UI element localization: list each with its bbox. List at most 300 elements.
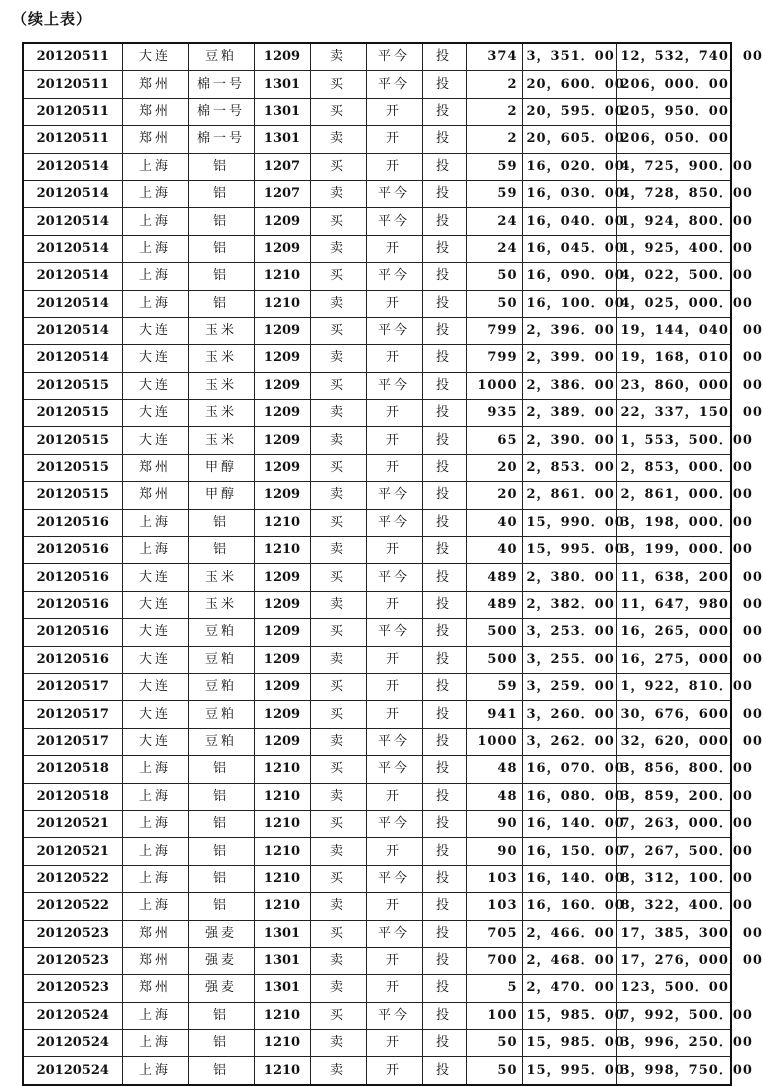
exchange-cell: 上海: [122, 263, 188, 290]
trade-date-cell: 20120523: [23, 920, 122, 947]
exchange-cell: 郑州: [122, 482, 188, 509]
commodity-cell: 棉一号: [188, 126, 254, 153]
table-row: [23, 564, 731, 591]
price-cell: 2，386．00: [522, 372, 616, 399]
trade-date-cell: 20120515: [23, 427, 122, 454]
amount-cell: 1，922，810．00: [616, 673, 731, 700]
exchange-cell: 大连: [122, 43, 188, 71]
trade-date-cell: 20120518: [23, 783, 122, 810]
quantity-cell: 90: [466, 838, 522, 865]
commodity-cell: 铝: [188, 509, 254, 536]
trade-date-cell: 20120511: [23, 98, 122, 125]
table-row: [23, 1002, 731, 1029]
exchange-cell: 上海: [122, 1002, 188, 1029]
buy-sell-cell: 卖: [310, 345, 366, 372]
quantity-cell: 65: [466, 427, 522, 454]
buy-sell-cell: 卖: [310, 43, 366, 71]
quantity-cell: 2: [466, 126, 522, 153]
table-row: [23, 71, 731, 98]
quantity-cell: 24: [466, 208, 522, 235]
commodity-cell: 铝: [188, 810, 254, 837]
trade-date-cell: 20120514: [23, 235, 122, 262]
table-row: [23, 509, 731, 536]
trade-date-cell: 20120516: [23, 591, 122, 618]
contract-month-cell: 1301: [254, 947, 310, 974]
contract-month-cell: 1209: [254, 372, 310, 399]
quantity-cell: 40: [466, 509, 522, 536]
open-close-cell: 平今: [366, 756, 422, 783]
open-close-cell: 平今: [366, 43, 422, 71]
speculation-hedge-cell: 投: [422, 728, 466, 755]
price-cell: 2，389．00: [522, 400, 616, 427]
commodity-cell: 铝: [188, 1030, 254, 1057]
speculation-hedge-cell: 投: [422, 810, 466, 837]
open-close-cell: 开: [366, 783, 422, 810]
quantity-cell: 20: [466, 482, 522, 509]
trade-date-cell: 20120511: [23, 71, 122, 98]
contract-month-cell: 1210: [254, 537, 310, 564]
buy-sell-cell: 买: [310, 701, 366, 728]
commodity-cell: 豆粕: [188, 646, 254, 673]
trade-table-body: [23, 43, 763, 1085]
trade-date-cell: 20120521: [23, 838, 122, 865]
contract-month-cell: 1209: [254, 43, 310, 71]
amount-cell: 19，168，010．00: [616, 345, 731, 372]
buy-sell-cell: 卖: [310, 537, 366, 564]
commodity-cell: 玉米: [188, 564, 254, 591]
commodity-cell: 铝: [188, 290, 254, 317]
speculation-hedge-cell: 投: [422, 947, 466, 974]
price-cell: 2，399．00: [522, 345, 616, 372]
commodity-cell: 甲醇: [188, 454, 254, 481]
open-close-cell: 开: [366, 947, 422, 974]
trade-date-cell: 20120524: [23, 1057, 122, 1085]
amount-cell: 16，275，000．00: [616, 646, 731, 673]
buy-sell-cell: 卖: [310, 893, 366, 920]
amount-cell: 11，638，200．00: [616, 564, 731, 591]
exchange-cell: 上海: [122, 290, 188, 317]
commodity-cell: 铝: [188, 263, 254, 290]
amount-cell: 2，861，000．00: [616, 482, 731, 509]
price-cell: 2，380．00: [522, 564, 616, 591]
open-close-cell: 平今: [366, 263, 422, 290]
price-cell: 20，605．00: [522, 126, 616, 153]
quantity-cell: 24: [466, 235, 522, 262]
commodity-cell: 玉米: [188, 372, 254, 399]
table-row: [23, 126, 731, 153]
trade-date-cell: 20120514: [23, 290, 122, 317]
table-row: [23, 537, 731, 564]
trade-date-cell: 20120517: [23, 728, 122, 755]
open-close-cell: 平今: [366, 564, 422, 591]
speculation-hedge-cell: 投: [422, 482, 466, 509]
quantity-cell: 50: [466, 263, 522, 290]
contract-month-cell: 1209: [254, 317, 310, 344]
table-row: [23, 756, 731, 783]
amount-cell: 4，022，500．00: [616, 263, 731, 290]
open-close-cell: 开: [366, 646, 422, 673]
speculation-hedge-cell: 投: [422, 619, 466, 646]
buy-sell-cell: 买: [310, 317, 366, 344]
price-cell: 2，853．00: [522, 454, 616, 481]
buy-sell-cell: 卖: [310, 126, 366, 153]
commodity-cell: 铝: [188, 1002, 254, 1029]
amount-cell: 3，198，000．00: [616, 509, 731, 536]
contract-month-cell: 1210: [254, 1030, 310, 1057]
contract-month-cell: 1209: [254, 454, 310, 481]
contract-month-cell: 1210: [254, 865, 310, 892]
contract-month-cell: 1301: [254, 920, 310, 947]
commodity-cell: 铝: [188, 865, 254, 892]
buy-sell-cell: 卖: [310, 591, 366, 618]
price-cell: 16，045．00: [522, 235, 616, 262]
amount-cell: 206，000．00: [616, 71, 731, 98]
open-close-cell: 开: [366, 235, 422, 262]
contract-month-cell: 1210: [254, 838, 310, 865]
buy-sell-cell: 买: [310, 208, 366, 235]
exchange-cell: 郑州: [122, 98, 188, 125]
buy-sell-cell: 买: [310, 865, 366, 892]
amount-cell: 7，263，000．00: [616, 810, 731, 837]
trade-date-cell: 20120514: [23, 345, 122, 372]
speculation-hedge-cell: 投: [422, 756, 466, 783]
exchange-cell: 大连: [122, 591, 188, 618]
trade-date-cell: 20120515: [23, 454, 122, 481]
table-row: [23, 810, 731, 837]
contract-month-cell: 1210: [254, 1057, 310, 1085]
amount-cell: 17，385，300．00: [616, 920, 731, 947]
quantity-cell: 2: [466, 98, 522, 125]
speculation-hedge-cell: 投: [422, 345, 466, 372]
open-close-cell: 平今: [366, 865, 422, 892]
contract-month-cell: 1209: [254, 701, 310, 728]
contract-month-cell: 1209: [254, 208, 310, 235]
buy-sell-cell: 买: [310, 263, 366, 290]
contract-month-cell: 1301: [254, 126, 310, 153]
amount-cell: 3，998，750．00: [616, 1057, 731, 1085]
table-row: [23, 400, 731, 427]
amount-cell: 1，924，800．00: [616, 208, 731, 235]
amount-cell: 16，265，000．00: [616, 619, 731, 646]
price-cell: 15，990．00: [522, 509, 616, 536]
contract-month-cell: 1209: [254, 235, 310, 262]
exchange-cell: 上海: [122, 1030, 188, 1057]
amount-cell: 3，859，200．00: [616, 783, 731, 810]
open-close-cell: 平今: [366, 71, 422, 98]
speculation-hedge-cell: 投: [422, 537, 466, 564]
exchange-cell: 郑州: [122, 975, 188, 1002]
table-row: [23, 43, 731, 71]
price-cell: 15，985．00: [522, 1002, 616, 1029]
quantity-cell: 500: [466, 646, 522, 673]
trade-date-cell: 20120521: [23, 810, 122, 837]
contract-month-cell: 1209: [254, 728, 310, 755]
contract-month-cell: 1210: [254, 290, 310, 317]
speculation-hedge-cell: 投: [422, 509, 466, 536]
contract-month-cell: 1301: [254, 98, 310, 125]
speculation-hedge-cell: 投: [422, 646, 466, 673]
commodity-cell: 铝: [188, 180, 254, 207]
open-close-cell: 平今: [366, 317, 422, 344]
open-close-cell: 平今: [366, 1002, 422, 1029]
exchange-cell: 郑州: [122, 126, 188, 153]
commodity-cell: 豆粕: [188, 43, 254, 71]
open-close-cell: 开: [366, 1030, 422, 1057]
trade-date-cell: 20120516: [23, 646, 122, 673]
commodity-cell: 铝: [188, 1057, 254, 1085]
table-row: [23, 1057, 731, 1085]
amount-cell: 123，500．00: [616, 975, 731, 1002]
price-cell: 3，253．00: [522, 619, 616, 646]
buy-sell-cell: 买: [310, 71, 366, 98]
exchange-cell: 大连: [122, 400, 188, 427]
open-close-cell: 开: [366, 591, 422, 618]
buy-sell-cell: 买: [310, 98, 366, 125]
speculation-hedge-cell: 投: [422, 591, 466, 618]
quantity-cell: 100: [466, 1002, 522, 1029]
open-close-cell: 开: [366, 537, 422, 564]
open-close-cell: 平今: [366, 208, 422, 235]
speculation-hedge-cell: 投: [422, 372, 466, 399]
table-row: [23, 153, 731, 180]
commodity-cell: 铝: [188, 537, 254, 564]
price-cell: 16，020．00: [522, 153, 616, 180]
table-row: [23, 920, 731, 947]
exchange-cell: 大连: [122, 673, 188, 700]
contract-month-cell: 1209: [254, 591, 310, 618]
commodity-cell: 玉米: [188, 317, 254, 344]
amount-cell: 32，620，000．00: [616, 728, 731, 755]
table-row: [23, 838, 731, 865]
price-cell: 16，160．00: [522, 893, 616, 920]
trade-date-cell: 20120515: [23, 482, 122, 509]
commodity-cell: 豆粕: [188, 673, 254, 700]
contract-month-cell: 1209: [254, 564, 310, 591]
commodity-cell: 棉一号: [188, 98, 254, 125]
trade-date-cell: 20120516: [23, 564, 122, 591]
buy-sell-cell: 卖: [310, 180, 366, 207]
open-close-cell: 平今: [366, 509, 422, 536]
open-close-cell: 开: [366, 345, 422, 372]
commodity-cell: 甲醇: [188, 482, 254, 509]
trade-date-cell: 20120516: [23, 537, 122, 564]
contract-month-cell: 1209: [254, 482, 310, 509]
contract-month-cell: 1210: [254, 893, 310, 920]
buy-sell-cell: 买: [310, 756, 366, 783]
contract-month-cell: 1209: [254, 427, 310, 454]
buy-sell-cell: 卖: [310, 975, 366, 1002]
price-cell: 16，080．00: [522, 783, 616, 810]
exchange-cell: 郑州: [122, 454, 188, 481]
quantity-cell: 941: [466, 701, 522, 728]
exchange-cell: 上海: [122, 153, 188, 180]
buy-sell-cell: 买: [310, 153, 366, 180]
exchange-cell: 郑州: [122, 71, 188, 98]
table-row: [23, 893, 731, 920]
price-cell: 15，995．00: [522, 537, 616, 564]
table-row: [23, 975, 731, 1002]
commodity-cell: 铝: [188, 756, 254, 783]
exchange-cell: 大连: [122, 427, 188, 454]
speculation-hedge-cell: 投: [422, 920, 466, 947]
commodity-cell: 玉米: [188, 591, 254, 618]
amount-cell: 2，853，000．00: [616, 454, 731, 481]
contract-month-cell: 1210: [254, 1002, 310, 1029]
exchange-cell: 大连: [122, 619, 188, 646]
amount-cell: 206，050．00: [616, 126, 731, 153]
commodity-cell: 豆粕: [188, 619, 254, 646]
price-cell: 2，382．00: [522, 591, 616, 618]
trade-date-cell: 20120516: [23, 619, 122, 646]
price-cell: 15，995．00: [522, 1057, 616, 1085]
amount-cell: 22，337，150．00: [616, 400, 731, 427]
amount-cell: 3，856，800．00: [616, 756, 731, 783]
quantity-cell: 20: [466, 454, 522, 481]
speculation-hedge-cell: 投: [422, 71, 466, 98]
contract-month-cell: 1209: [254, 345, 310, 372]
quantity-cell: 59: [466, 673, 522, 700]
speculation-hedge-cell: 投: [422, 180, 466, 207]
speculation-hedge-cell: 投: [422, 783, 466, 810]
buy-sell-cell: 买: [310, 372, 366, 399]
quantity-cell: 500: [466, 619, 522, 646]
quantity-cell: 50: [466, 1057, 522, 1085]
speculation-hedge-cell: 投: [422, 208, 466, 235]
open-close-cell: 开: [366, 126, 422, 153]
commodity-cell: 铝: [188, 235, 254, 262]
trade-date-cell: 20120517: [23, 701, 122, 728]
quantity-cell: 59: [466, 153, 522, 180]
open-close-cell: 开: [366, 701, 422, 728]
speculation-hedge-cell: 投: [422, 290, 466, 317]
quantity-cell: 5: [466, 975, 522, 1002]
buy-sell-cell: 买: [310, 619, 366, 646]
trade-date-cell: 20120514: [23, 180, 122, 207]
quantity-cell: 1000: [466, 372, 522, 399]
commodity-cell: 强麦: [188, 975, 254, 1002]
price-cell: 3，351．00: [522, 43, 616, 71]
quantity-cell: 50: [466, 290, 522, 317]
quantity-cell: 2: [466, 71, 522, 98]
exchange-cell: 大连: [122, 701, 188, 728]
open-close-cell: 平今: [366, 810, 422, 837]
table-row: [23, 98, 731, 125]
contract-month-cell: 1210: [254, 810, 310, 837]
exchange-cell: 大连: [122, 372, 188, 399]
speculation-hedge-cell: 投: [422, 838, 466, 865]
price-cell: 16，150．00: [522, 838, 616, 865]
table-row: [23, 673, 731, 700]
trade-date-cell: 20120517: [23, 673, 122, 700]
exchange-cell: 大连: [122, 345, 188, 372]
price-cell: 16，070．00: [522, 756, 616, 783]
table-row: [23, 208, 731, 235]
quantity-cell: 705: [466, 920, 522, 947]
table-row: [23, 947, 731, 974]
table-row: [23, 728, 731, 755]
buy-sell-cell: 卖: [310, 290, 366, 317]
open-close-cell: 开: [366, 427, 422, 454]
commodity-cell: 铝: [188, 893, 254, 920]
contract-month-cell: 1301: [254, 71, 310, 98]
buy-sell-cell: 买: [310, 509, 366, 536]
buy-sell-cell: 卖: [310, 427, 366, 454]
quantity-cell: 489: [466, 564, 522, 591]
open-close-cell: 开: [366, 400, 422, 427]
commodity-cell: 豆粕: [188, 701, 254, 728]
open-close-cell: 开: [366, 1057, 422, 1085]
table-row: [23, 591, 731, 618]
quantity-cell: 40: [466, 537, 522, 564]
quantity-cell: 935: [466, 400, 522, 427]
open-close-cell: 平今: [366, 482, 422, 509]
amount-cell: 205，950．00: [616, 98, 731, 125]
commodity-cell: 铝: [188, 838, 254, 865]
speculation-hedge-cell: 投: [422, 317, 466, 344]
speculation-hedge-cell: 投: [422, 1057, 466, 1085]
open-close-cell: 开: [366, 975, 422, 1002]
table-row: [23, 263, 731, 290]
table-row: [23, 701, 731, 728]
speculation-hedge-cell: 投: [422, 564, 466, 591]
price-cell: 2，861．00: [522, 482, 616, 509]
contract-month-cell: 1209: [254, 646, 310, 673]
amount-cell: 3，199，000．00: [616, 537, 731, 564]
trade-date-cell: 20120523: [23, 975, 122, 1002]
buy-sell-cell: 卖: [310, 400, 366, 427]
quantity-cell: 48: [466, 756, 522, 783]
table-row: [23, 317, 731, 344]
commodity-cell: 玉米: [188, 400, 254, 427]
price-cell: 3，259．00: [522, 673, 616, 700]
buy-sell-cell: 卖: [310, 646, 366, 673]
quantity-cell: 489: [466, 591, 522, 618]
speculation-hedge-cell: 投: [422, 1002, 466, 1029]
trade-date-cell: 20120518: [23, 756, 122, 783]
contract-month-cell: 1207: [254, 153, 310, 180]
buy-sell-cell: 买: [310, 673, 366, 700]
open-close-cell: 开: [366, 153, 422, 180]
table-row: [23, 290, 731, 317]
amount-cell: 1，925，400．00: [616, 235, 731, 262]
price-cell: 3，260．00: [522, 701, 616, 728]
exchange-cell: 上海: [122, 838, 188, 865]
quantity-cell: 90: [466, 810, 522, 837]
trade-date-cell: 20120514: [23, 317, 122, 344]
buy-sell-cell: 卖: [310, 482, 366, 509]
contract-month-cell: 1209: [254, 673, 310, 700]
buy-sell-cell: 卖: [310, 1057, 366, 1085]
trade-date-cell: 20120516: [23, 509, 122, 536]
commodity-cell: 强麦: [188, 947, 254, 974]
commodity-cell: 强麦: [188, 920, 254, 947]
contract-month-cell: 1209: [254, 400, 310, 427]
price-cell: 16，090．00: [522, 263, 616, 290]
price-cell: 3，262．00: [522, 728, 616, 755]
table-row: [23, 783, 731, 810]
price-cell: 2，390．00: [522, 427, 616, 454]
exchange-cell: 上海: [122, 180, 188, 207]
exchange-cell: 上海: [122, 783, 188, 810]
speculation-hedge-cell: 投: [422, 1030, 466, 1057]
speculation-hedge-cell: 投: [422, 235, 466, 262]
trade-records-table: [22, 42, 763, 1086]
trade-date-cell: 20120522: [23, 893, 122, 920]
trade-date-cell: 20120514: [23, 153, 122, 180]
trade-date-cell: 20120522: [23, 865, 122, 892]
quantity-cell: 700: [466, 947, 522, 974]
amount-cell: 4，725，900．00: [616, 153, 731, 180]
